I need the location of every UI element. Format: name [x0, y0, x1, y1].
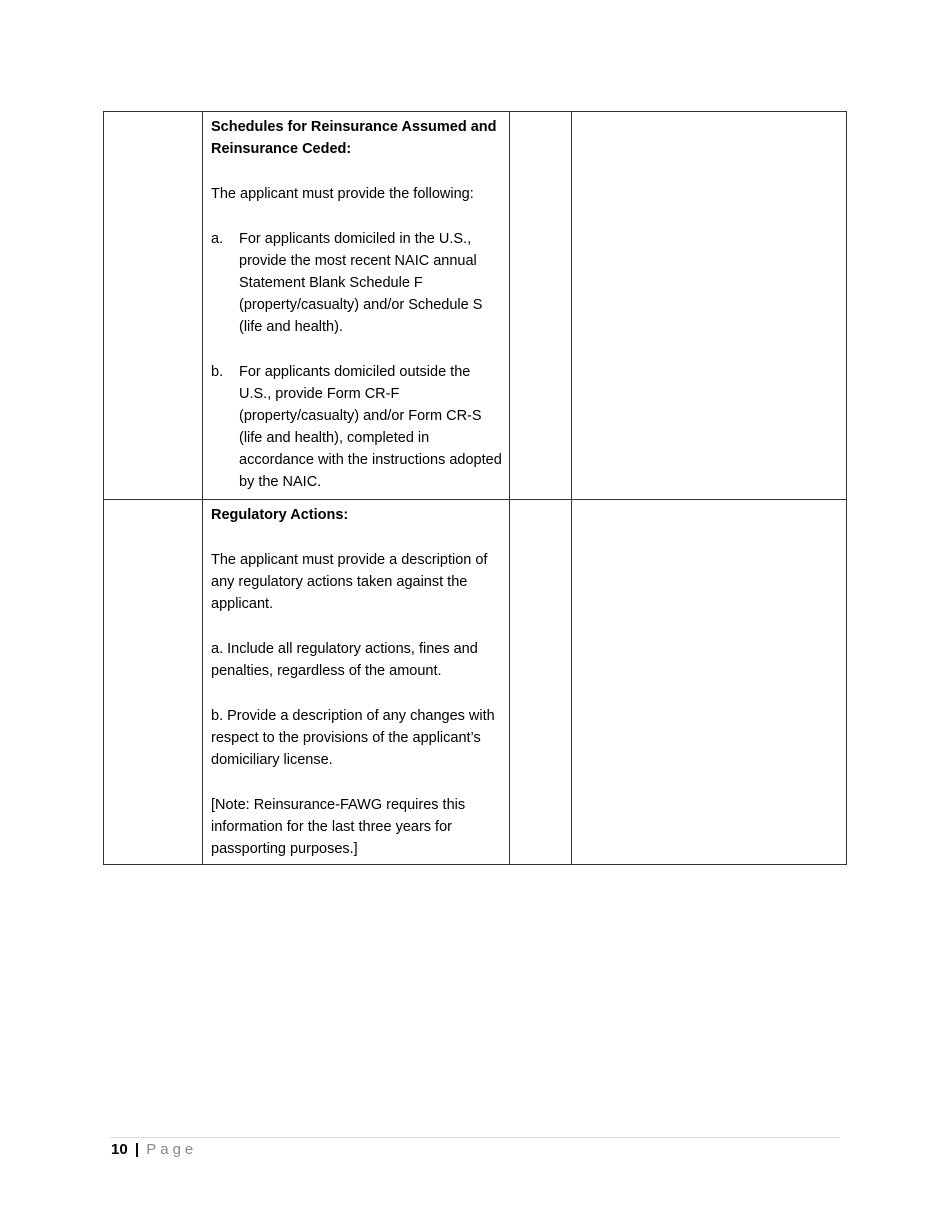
section-heading-reinsurance-schedules: Schedules for Reinsurance Assumed and Reinsurance Ceded:: [211, 119, 497, 157]
list-item-text: For applicants domiciled in the U.S., provide the most recent NAIC annual Statement Blank Schedule F (property/casualty) and/or Schedule S (life and health).: [239, 231, 483, 335]
section-heading-regulatory-actions: Regulatory Actions:: [211, 507, 349, 523]
table-cell-empty: [510, 112, 572, 500]
page-label: Page: [146, 1141, 198, 1158]
table-cell-empty: [104, 500, 203, 865]
section-intro: The applicant must provide the following:: [211, 186, 474, 202]
section-paragraph: b. Provide a description of any changes with respect to the provisions of the applicant’s domiciliary license.: [211, 708, 495, 768]
table-cell-empty: [572, 500, 847, 865]
table-row-regulatory-actions: [104, 500, 847, 865]
table-cell-empty: [510, 500, 572, 865]
list-marker: b.: [211, 364, 224, 380]
list-item: [211, 361, 503, 493]
section-paragraph: a. Include all regulatory actions, fines and penalties, regardless of the amount.: [211, 641, 478, 679]
footer-divider: [110, 1137, 840, 1138]
section-note: [Note: Reinsurance-FAWG requires this information for the last three years for passporting purposes.]: [211, 797, 466, 857]
list-item-text: For applicants domiciled outside the U.S., provide Form CR-F (property/casualty) and/or Form CR-S (life and health), completed in accordance with the instructions adopted by the NAIC.: [239, 364, 502, 490]
table-cell-empty: [572, 112, 847, 500]
page-number: 10: [111, 1141, 128, 1158]
list-marker: a.: [211, 231, 224, 247]
table-row-reinsurance-schedules: [104, 112, 847, 500]
page-footer: [111, 1140, 197, 1160]
requirements-table: [103, 111, 847, 865]
list-item: [211, 228, 503, 338]
section-intro: The applicant must provide a description of any regulatory actions taken against the applicant.: [211, 552, 488, 612]
page-separator: |: [134, 1141, 140, 1158]
table-cell-requirement: [203, 500, 510, 865]
table-cell-empty: [104, 112, 203, 500]
table-cell-requirement: [203, 112, 510, 500]
